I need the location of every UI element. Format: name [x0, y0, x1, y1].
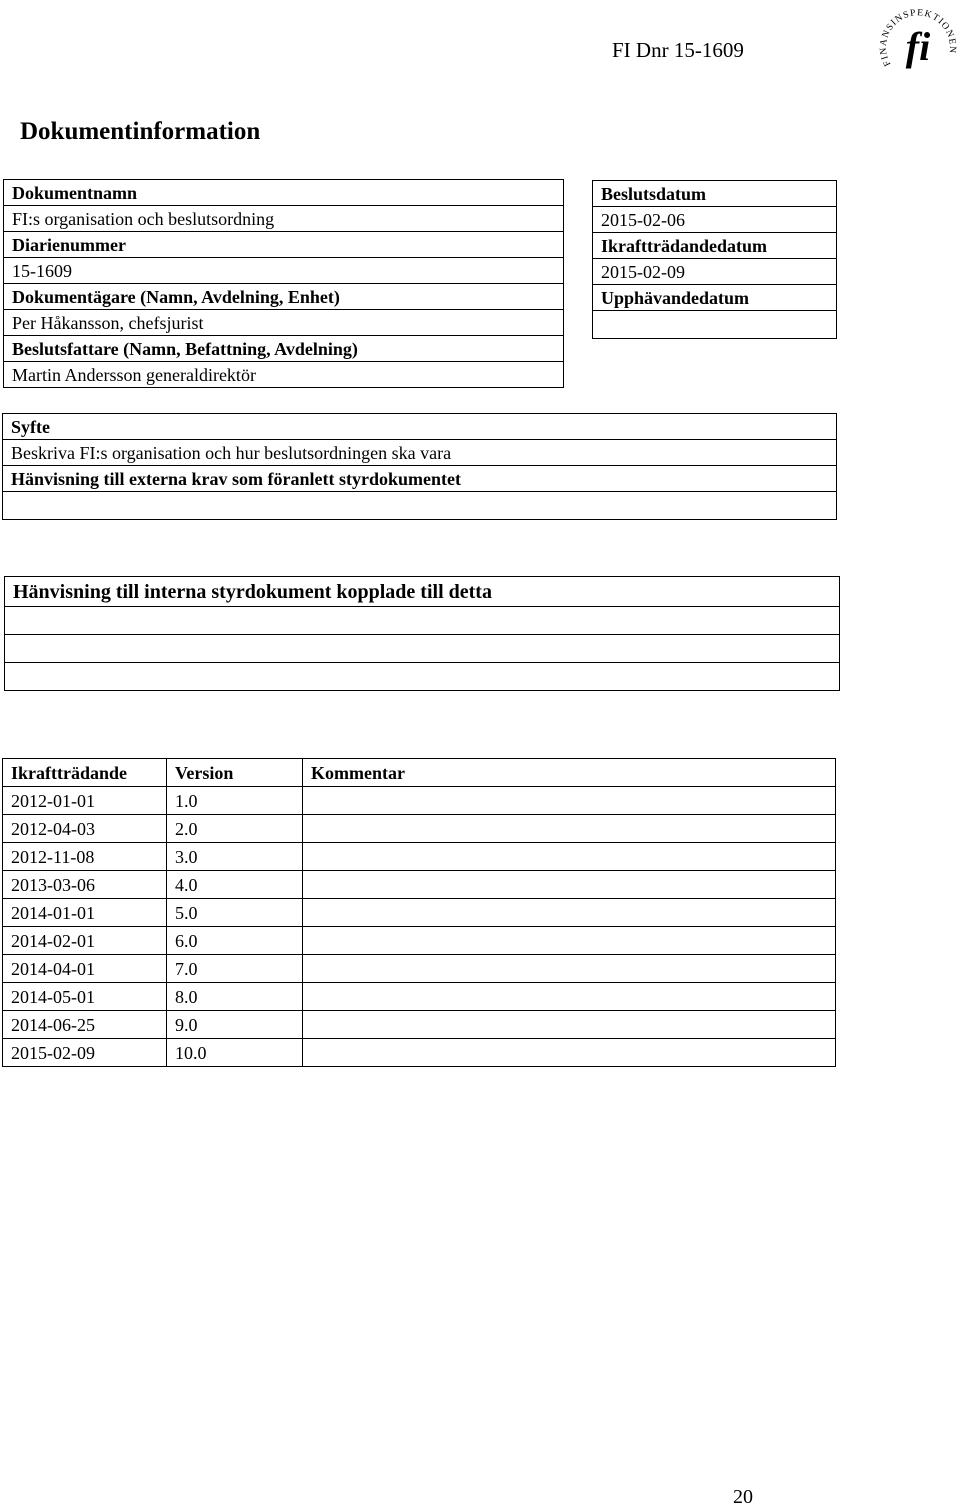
document-info-table — [3, 179, 564, 388]
effective-date-cell: 2015-02-09 — [3, 1039, 167, 1067]
info-value: 15-1609 — [4, 258, 564, 284]
version-cell: 6.0 — [167, 927, 303, 955]
purpose-table — [2, 413, 837, 520]
internal-reference-row — [5, 663, 840, 691]
column-header-comment: Kommentar — [303, 759, 836, 787]
table-row — [3, 843, 836, 871]
version-cell: 1.0 — [167, 787, 303, 815]
info-row — [4, 258, 564, 284]
table-row — [3, 927, 836, 955]
effective-date-label: Ikraftträdandedatum — [593, 233, 837, 259]
info-label: Dokumentnamn — [4, 180, 564, 206]
page-title: Dokumentinformation — [20, 118, 261, 145]
table-row — [3, 1039, 836, 1067]
table-row — [3, 815, 836, 843]
table-row — [3, 871, 836, 899]
external-requirements-value — [3, 492, 837, 520]
comment-cell — [303, 983, 836, 1011]
decision-date-value: 2015-02-06 — [593, 207, 837, 233]
info-label: Beslutsfattare (Namn, Befattning, Avdelning) — [4, 336, 564, 362]
info-row — [4, 310, 564, 336]
info-value: Martin Andersson generaldirektör — [4, 362, 564, 388]
version-cell: 9.0 — [167, 1011, 303, 1039]
finansinspektionen-logo — [878, 4, 958, 84]
comment-cell — [303, 1011, 836, 1039]
version-cell: 5.0 — [167, 899, 303, 927]
external-requirements-label: Hänvisning till externa krav som föranlett styrdokumentet — [3, 466, 837, 492]
info-label: Diarienummer — [4, 232, 564, 258]
comment-cell — [303, 843, 836, 871]
table-row — [3, 955, 836, 983]
purpose-text: Beskriva FI:s organisation och hur beslutsordningen ska vara — [3, 440, 837, 466]
info-row — [4, 206, 564, 232]
effective-date-cell: 2014-01-01 — [3, 899, 167, 927]
table-row — [3, 983, 836, 1011]
version-cell: 4.0 — [167, 871, 303, 899]
version-history-table — [2, 758, 836, 1067]
info-value: Per Håkansson, chefsjurist — [4, 310, 564, 336]
internal-reference-row — [5, 607, 840, 635]
info-row — [4, 232, 564, 258]
decision-date-label: Beslutsdatum — [593, 181, 837, 207]
repeal-date-label: Upphävandedatum — [593, 285, 837, 311]
document-reference-number: FI Dnr 15-1609 — [612, 38, 744, 62]
column-header-effective: Ikraftträdande — [3, 759, 167, 787]
internal-references-label: Hänvisning till interna styrdokument kopplade till detta — [5, 577, 840, 607]
internal-reference-row — [5, 635, 840, 663]
effective-date-cell: 2012-11-08 — [3, 843, 167, 871]
effective-date-cell: 2014-02-01 — [3, 927, 167, 955]
column-header-version: Version — [167, 759, 303, 787]
comment-cell — [303, 899, 836, 927]
repeal-date-value — [593, 311, 837, 339]
comment-cell — [303, 787, 836, 815]
info-value: FI:s organisation och beslutsordning — [4, 206, 564, 232]
logo-mark: fi — [905, 24, 931, 69]
effective-date-cell: 2014-05-01 — [3, 983, 167, 1011]
purpose-label: Syfte — [3, 414, 837, 440]
comment-cell — [303, 1039, 836, 1067]
dates-table — [592, 180, 837, 339]
version-cell: 3.0 — [167, 843, 303, 871]
info-label: Dokumentägare (Namn, Avdelning, Enhet) — [4, 284, 564, 310]
internal-references-table — [4, 576, 840, 691]
table-row — [3, 1011, 836, 1039]
info-row — [4, 362, 564, 388]
effective-date-cell: 2014-06-25 — [3, 1011, 167, 1039]
info-row — [4, 336, 564, 362]
effective-date-cell: 2013-03-06 — [3, 871, 167, 899]
comment-cell — [303, 927, 836, 955]
version-cell: 2.0 — [167, 815, 303, 843]
table-row — [3, 899, 836, 927]
effective-date-cell: 2012-01-01 — [3, 787, 167, 815]
logo-ring-text: FINANSINSPEKTIONEN — [878, 8, 958, 68]
comment-cell — [303, 955, 836, 983]
version-cell: 8.0 — [167, 983, 303, 1011]
effective-date-value: 2015-02-09 — [593, 259, 837, 285]
table-row — [3, 787, 836, 815]
page-number: 20 — [733, 1486, 753, 1508]
comment-cell — [303, 871, 836, 899]
info-row — [4, 180, 564, 206]
version-cell: 10.0 — [167, 1039, 303, 1067]
info-row — [4, 284, 564, 310]
version-cell: 7.0 — [167, 955, 303, 983]
comment-cell — [303, 815, 836, 843]
effective-date-cell: 2012-04-03 — [3, 815, 167, 843]
effective-date-cell: 2014-04-01 — [3, 955, 167, 983]
